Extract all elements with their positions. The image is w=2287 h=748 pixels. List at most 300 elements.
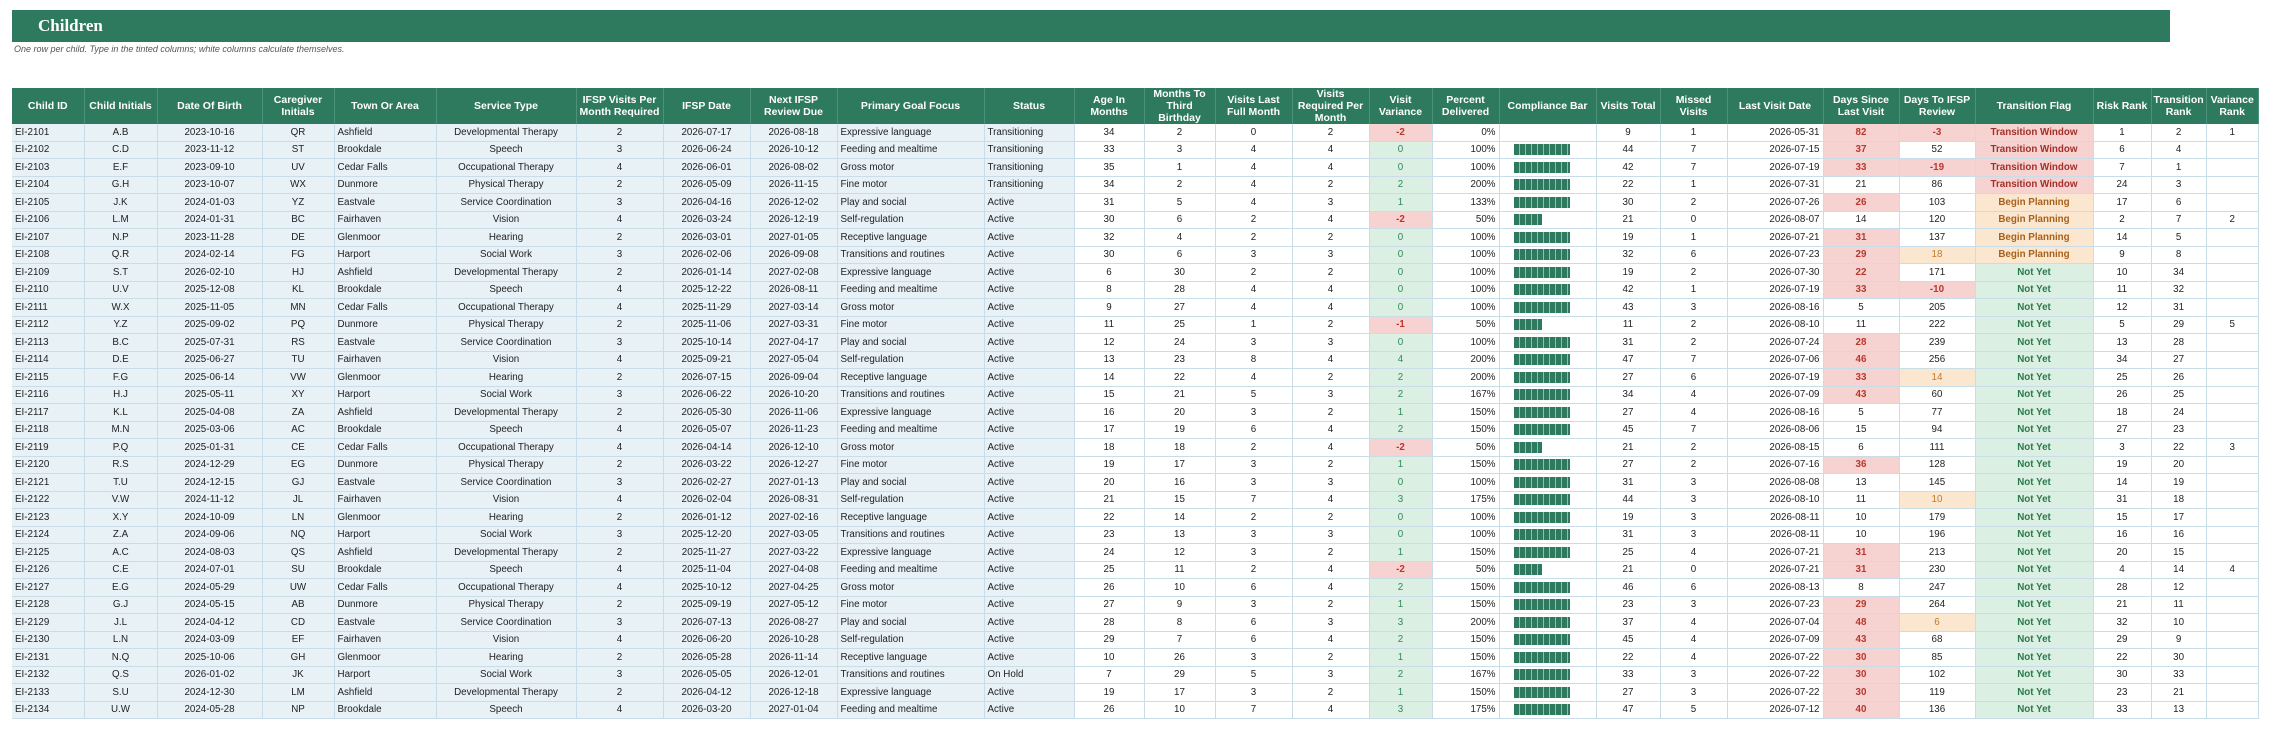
table-cell[interactable]: EI-2110: [12, 281, 84, 299]
table-cell[interactable]: 4: [1660, 544, 1727, 562]
table-cell[interactable]: Begin Planning: [1975, 211, 2093, 229]
table-cell[interactable]: 35: [1074, 159, 1144, 177]
table-cell[interactable]: Q.R: [84, 246, 157, 264]
table-cell[interactable]: 22: [1596, 649, 1660, 667]
table-cell[interactable]: [2206, 141, 2258, 159]
table-cell[interactable]: 2024-12-29: [157, 456, 262, 474]
table-cell[interactable]: Brookdale: [334, 281, 436, 299]
table-cell[interactable]: 5: [2093, 316, 2151, 334]
table-cell[interactable]: JL: [262, 491, 334, 509]
table-cell[interactable]: 7: [1660, 421, 1727, 439]
table-cell[interactable]: 13: [1823, 474, 1899, 492]
table-cell[interactable]: Active: [984, 579, 1074, 597]
table-cell[interactable]: 36: [1823, 456, 1899, 474]
table-cell[interactable]: 2: [576, 316, 663, 334]
table-cell[interactable]: 40: [1823, 701, 1899, 719]
table-cell[interactable]: 85: [1899, 649, 1975, 667]
table-cell[interactable]: Developmental Therapy: [436, 124, 576, 141]
table-cell[interactable]: 2: [1215, 264, 1292, 282]
table-cell[interactable]: 100%: [1432, 526, 1499, 544]
table-cell[interactable]: 14: [2151, 561, 2206, 579]
table-cell[interactable]: [2206, 229, 2258, 247]
table-cell[interactable]: Social Work: [436, 246, 576, 264]
table-cell[interactable]: D.E: [84, 351, 157, 369]
table-cell[interactable]: 3: [1660, 299, 1727, 317]
table-cell[interactable]: Glenmoor: [334, 509, 436, 527]
table-cell[interactable]: [1499, 211, 1596, 229]
table-cell[interactable]: M.N: [84, 421, 157, 439]
table-cell[interactable]: 256: [1899, 351, 1975, 369]
table-cell[interactable]: 6: [1660, 246, 1727, 264]
table-cell[interactable]: Hearing: [436, 509, 576, 527]
table-cell[interactable]: 21: [1596, 211, 1660, 229]
table-cell[interactable]: Active: [984, 334, 1074, 352]
table-cell[interactable]: 2026-08-16: [1727, 299, 1823, 317]
table-cell[interactable]: 19: [2151, 474, 2206, 492]
table-cell[interactable]: 2025-11-04: [663, 561, 750, 579]
table-cell[interactable]: Developmental Therapy: [436, 684, 576, 702]
table-cell[interactable]: Play and social: [837, 614, 984, 632]
table-cell[interactable]: 100%: [1432, 299, 1499, 317]
table-cell[interactable]: 8: [1074, 281, 1144, 299]
table-cell[interactable]: 2026-07-04: [1727, 614, 1823, 632]
table-cell[interactable]: EI-2107: [12, 229, 84, 247]
table-cell[interactable]: 33: [1823, 159, 1899, 177]
table-cell[interactable]: Not Yet: [1975, 299, 2093, 317]
table-cell[interactable]: 30: [1144, 264, 1215, 282]
table-cell[interactable]: 239: [1899, 334, 1975, 352]
table-cell[interactable]: 45: [1596, 421, 1660, 439]
table-cell[interactable]: S.T: [84, 264, 157, 282]
table-cell[interactable]: Brookdale: [334, 561, 436, 579]
table-cell[interactable]: [2206, 194, 2258, 212]
table-cell[interactable]: Speech: [436, 421, 576, 439]
table-cell[interactable]: [2206, 684, 2258, 702]
table-cell[interactable]: 4: [1292, 299, 1369, 317]
table-cell[interactable]: Not Yet: [1975, 561, 2093, 579]
table-cell[interactable]: [1499, 579, 1596, 597]
table-cell[interactable]: 2: [1215, 439, 1292, 457]
table-cell[interactable]: 133%: [1432, 194, 1499, 212]
table-cell[interactable]: 2025-12-20: [663, 526, 750, 544]
table-cell[interactable]: -10: [1899, 281, 1975, 299]
table-cell[interactable]: 7: [1215, 491, 1292, 509]
table-cell[interactable]: 2026-01-02: [157, 666, 262, 684]
table-cell[interactable]: 2: [1660, 334, 1727, 352]
table-cell[interactable]: 2026-07-23: [1727, 246, 1823, 264]
table-cell[interactable]: 3: [1660, 666, 1727, 684]
table-cell[interactable]: 25: [2093, 369, 2151, 387]
table-cell[interactable]: 24: [2151, 404, 2206, 422]
table-cell[interactable]: 0: [1369, 509, 1432, 527]
table-cell[interactable]: 29: [2093, 631, 2151, 649]
table-cell[interactable]: 19: [1596, 229, 1660, 247]
table-cell[interactable]: Transitions and routines: [837, 246, 984, 264]
table-cell[interactable]: 0%: [1432, 124, 1499, 141]
column-header[interactable]: Next IFSP Review Due: [750, 88, 837, 124]
table-cell[interactable]: 2025-11-29: [663, 299, 750, 317]
table-cell[interactable]: 1: [2206, 124, 2258, 141]
table-cell[interactable]: MN: [262, 299, 334, 317]
table-cell[interactable]: NP: [262, 701, 334, 719]
table-cell[interactable]: 11: [2093, 281, 2151, 299]
table-cell[interactable]: EI-2129: [12, 614, 84, 632]
table-cell[interactable]: 2026-08-16: [1727, 404, 1823, 422]
table-cell[interactable]: 20: [2151, 456, 2206, 474]
table-cell[interactable]: -2: [1369, 439, 1432, 457]
table-cell[interactable]: [1499, 701, 1596, 719]
table-cell[interactable]: Feeding and mealtime: [837, 141, 984, 159]
table-cell[interactable]: Feeding and mealtime: [837, 421, 984, 439]
table-cell[interactable]: [2206, 281, 2258, 299]
table-cell[interactable]: Eastvale: [334, 334, 436, 352]
table-cell[interactable]: 44: [1596, 141, 1660, 159]
table-cell[interactable]: Social Work: [436, 386, 576, 404]
table-cell[interactable]: EI-2120: [12, 456, 84, 474]
table-cell[interactable]: Active: [984, 614, 1074, 632]
table-cell[interactable]: 0: [1369, 299, 1432, 317]
table-cell[interactable]: 2026-07-15: [1727, 141, 1823, 159]
table-cell[interactable]: 2026-12-19: [750, 211, 837, 229]
table-cell[interactable]: 3: [576, 666, 663, 684]
table-cell[interactable]: 3: [2206, 439, 2258, 457]
table-cell[interactable]: 2: [1292, 124, 1369, 141]
table-cell[interactable]: 31: [1596, 474, 1660, 492]
table-cell[interactable]: EI-2134: [12, 701, 84, 719]
table-cell[interactable]: 31: [2151, 299, 2206, 317]
table-cell[interactable]: 2: [1292, 229, 1369, 247]
table-cell[interactable]: EI-2108: [12, 246, 84, 264]
table-cell[interactable]: [2206, 614, 2258, 632]
table-cell[interactable]: 150%: [1432, 596, 1499, 614]
table-cell[interactable]: 19: [1144, 421, 1215, 439]
table-cell[interactable]: [1499, 246, 1596, 264]
table-cell[interactable]: 1: [1369, 596, 1432, 614]
table-cell[interactable]: 2: [576, 404, 663, 422]
column-header[interactable]: Caregiver Initials: [262, 88, 334, 124]
table-cell[interactable]: [2206, 509, 2258, 527]
table-cell[interactable]: Glenmoor: [334, 649, 436, 667]
table-cell[interactable]: 2024-04-12: [157, 614, 262, 632]
table-cell[interactable]: G.H: [84, 176, 157, 194]
table-cell[interactable]: Occupational Therapy: [436, 439, 576, 457]
table-cell[interactable]: EI-2118: [12, 421, 84, 439]
table-cell[interactable]: EI-2111: [12, 299, 84, 317]
table-cell[interactable]: 2026-10-12: [750, 141, 837, 159]
table-cell[interactable]: 4: [1292, 281, 1369, 299]
table-cell[interactable]: 11: [1596, 316, 1660, 334]
table-cell[interactable]: 4: [576, 159, 663, 177]
table-cell[interactable]: 1: [1660, 176, 1727, 194]
table-cell[interactable]: EI-2109: [12, 264, 84, 282]
table-cell[interactable]: 3: [1215, 246, 1292, 264]
table-cell[interactable]: Developmental Therapy: [436, 544, 576, 562]
table-cell[interactable]: Fine motor: [837, 176, 984, 194]
table-cell[interactable]: 2: [2206, 211, 2258, 229]
table-cell[interactable]: 25: [1074, 561, 1144, 579]
table-cell[interactable]: Eastvale: [334, 474, 436, 492]
table-cell[interactable]: [1499, 509, 1596, 527]
table-cell[interactable]: Begin Planning: [1975, 229, 2093, 247]
table-cell[interactable]: Vision: [436, 351, 576, 369]
table-cell[interactable]: 5: [1215, 666, 1292, 684]
table-cell[interactable]: 0: [1369, 526, 1432, 544]
table-cell[interactable]: 222: [1899, 316, 1975, 334]
table-cell[interactable]: 1: [1660, 229, 1727, 247]
table-cell[interactable]: 20: [1074, 474, 1144, 492]
table-cell[interactable]: 21: [1823, 176, 1899, 194]
table-cell[interactable]: EI-2128: [12, 596, 84, 614]
table-cell[interactable]: 2: [1292, 509, 1369, 527]
table-cell[interactable]: 10: [2093, 264, 2151, 282]
table-cell[interactable]: EI-2124: [12, 526, 84, 544]
table-cell[interactable]: 4: [576, 211, 663, 229]
table-cell[interactable]: Vision: [436, 631, 576, 649]
table-cell[interactable]: [1499, 561, 1596, 579]
table-cell[interactable]: Service Coordination: [436, 194, 576, 212]
table-cell[interactable]: QR: [262, 124, 334, 141]
table-cell[interactable]: TU: [262, 351, 334, 369]
table-cell[interactable]: Brookdale: [334, 421, 436, 439]
table-cell[interactable]: Feeding and mealtime: [837, 701, 984, 719]
table-cell[interactable]: Physical Therapy: [436, 176, 576, 194]
table-cell[interactable]: 0: [1660, 211, 1727, 229]
table-cell[interactable]: 2025-10-14: [663, 334, 750, 352]
table-cell[interactable]: 2026-07-17: [663, 124, 750, 141]
table-cell[interactable]: [2206, 404, 2258, 422]
table-cell[interactable]: 150%: [1432, 649, 1499, 667]
column-header[interactable]: Date Of Birth: [157, 88, 262, 124]
table-cell[interactable]: 31: [1823, 229, 1899, 247]
table-cell[interactable]: [1499, 421, 1596, 439]
table-cell[interactable]: 2026-02-27: [663, 474, 750, 492]
table-cell[interactable]: 30: [1596, 194, 1660, 212]
table-cell[interactable]: CD: [262, 614, 334, 632]
table-cell[interactable]: 6: [1660, 579, 1727, 597]
table-cell[interactable]: 2025-01-31: [157, 439, 262, 457]
table-cell[interactable]: 3: [1660, 491, 1727, 509]
table-cell[interactable]: 43: [1596, 299, 1660, 317]
table-cell[interactable]: 1: [2151, 159, 2206, 177]
table-cell[interactable]: 2026-08-10: [1727, 491, 1823, 509]
table-cell[interactable]: 19: [2093, 456, 2151, 474]
table-cell[interactable]: 12: [2093, 299, 2151, 317]
table-cell[interactable]: EI-2126: [12, 561, 84, 579]
table-cell[interactable]: [1499, 316, 1596, 334]
table-cell[interactable]: [1499, 456, 1596, 474]
column-header[interactable]: Primary Goal Focus: [837, 88, 984, 124]
table-cell[interactable]: 150%: [1432, 456, 1499, 474]
table-cell[interactable]: 2: [576, 456, 663, 474]
table-cell[interactable]: 1: [1369, 404, 1432, 422]
table-cell[interactable]: Cedar Falls: [334, 579, 436, 597]
table-cell[interactable]: Not Yet: [1975, 474, 2093, 492]
table-cell[interactable]: 100%: [1432, 229, 1499, 247]
table-cell[interactable]: 3: [1292, 526, 1369, 544]
table-cell[interactable]: 26: [1823, 194, 1899, 212]
table-cell[interactable]: 14: [2093, 474, 2151, 492]
table-cell[interactable]: Active: [984, 351, 1074, 369]
table-cell[interactable]: 24: [1144, 334, 1215, 352]
table-cell[interactable]: 13: [1074, 351, 1144, 369]
table-cell[interactable]: 37: [1596, 614, 1660, 632]
table-cell[interactable]: 100%: [1432, 141, 1499, 159]
table-cell[interactable]: Play and social: [837, 194, 984, 212]
table-cell[interactable]: UW: [262, 579, 334, 597]
table-cell[interactable]: 3: [1369, 614, 1432, 632]
table-cell[interactable]: 2027-01-05: [750, 229, 837, 247]
table-cell[interactable]: Play and social: [837, 474, 984, 492]
table-cell[interactable]: [1499, 369, 1596, 387]
table-cell[interactable]: 3: [1215, 544, 1292, 562]
table-cell[interactable]: 2026-07-21: [1727, 544, 1823, 562]
table-cell[interactable]: 4: [1369, 351, 1432, 369]
table-cell[interactable]: 2: [1144, 176, 1215, 194]
table-cell[interactable]: 5: [1144, 194, 1215, 212]
table-cell[interactable]: 3: [1215, 334, 1292, 352]
table-cell[interactable]: 1: [1369, 544, 1432, 562]
table-cell[interactable]: 2026-08-11: [750, 281, 837, 299]
table-cell[interactable]: Dunmore: [334, 316, 436, 334]
table-cell[interactable]: 2024-05-15: [157, 596, 262, 614]
table-cell[interactable]: W.X: [84, 299, 157, 317]
table-cell[interactable]: 22: [1144, 369, 1215, 387]
table-cell[interactable]: 2026-04-14: [663, 439, 750, 457]
table-cell[interactable]: YZ: [262, 194, 334, 212]
table-cell[interactable]: 102: [1899, 666, 1975, 684]
table-cell[interactable]: 6: [1215, 631, 1292, 649]
table-cell[interactable]: 2: [576, 509, 663, 527]
table-cell[interactable]: 175%: [1432, 701, 1499, 719]
table-cell[interactable]: 2026-08-07: [1727, 211, 1823, 229]
table-cell[interactable]: 150%: [1432, 544, 1499, 562]
column-header[interactable]: Transition Rank: [2151, 88, 2206, 124]
table-cell[interactable]: 5: [1823, 299, 1899, 317]
table-cell[interactable]: 7: [2093, 159, 2151, 177]
table-cell[interactable]: 2026-10-28: [750, 631, 837, 649]
table-cell[interactable]: 20: [2093, 544, 2151, 562]
table-cell[interactable]: 100%: [1432, 246, 1499, 264]
table-cell[interactable]: 2026-07-13: [663, 614, 750, 632]
table-cell[interactable]: 3: [1660, 596, 1727, 614]
table-cell[interactable]: Play and social: [837, 334, 984, 352]
table-cell[interactable]: 2026-07-26: [1727, 194, 1823, 212]
table-cell[interactable]: 2025-11-06: [663, 316, 750, 334]
table-cell[interactable]: Active: [984, 701, 1074, 719]
table-cell[interactable]: 22: [2093, 649, 2151, 667]
table-cell[interactable]: 16: [1144, 474, 1215, 492]
table-cell[interactable]: Transitioning: [984, 141, 1074, 159]
table-cell[interactable]: 31: [2093, 491, 2151, 509]
table-cell[interactable]: 3: [1292, 334, 1369, 352]
table-cell[interactable]: Fairhaven: [334, 351, 436, 369]
table-cell[interactable]: EI-2115: [12, 369, 84, 387]
table-cell[interactable]: Transitions and routines: [837, 386, 984, 404]
table-cell[interactable]: 6: [1823, 439, 1899, 457]
table-cell[interactable]: [1499, 229, 1596, 247]
table-cell[interactable]: 2: [576, 684, 663, 702]
table-cell[interactable]: 2025-11-05: [157, 299, 262, 317]
table-cell[interactable]: 4: [2151, 141, 2206, 159]
table-cell[interactable]: Fine motor: [837, 596, 984, 614]
table-cell[interactable]: 196: [1899, 526, 1975, 544]
table-cell[interactable]: 2027-03-14: [750, 299, 837, 317]
table-cell[interactable]: 2026-04-12: [663, 684, 750, 702]
table-cell[interactable]: 42: [1596, 159, 1660, 177]
table-cell[interactable]: Fairhaven: [334, 491, 436, 509]
table-cell[interactable]: 2026-06-20: [663, 631, 750, 649]
table-cell[interactable]: 3: [1215, 404, 1292, 422]
table-cell[interactable]: [2206, 631, 2258, 649]
table-cell[interactable]: 2025-10-06: [157, 649, 262, 667]
table-cell[interactable]: ST: [262, 141, 334, 159]
table-cell[interactable]: -2: [1369, 124, 1432, 141]
table-cell[interactable]: Dunmore: [334, 596, 436, 614]
table-cell[interactable]: 33: [2093, 701, 2151, 719]
table-cell[interactable]: 2027-01-04: [750, 701, 837, 719]
table-cell[interactable]: 2026-03-01: [663, 229, 750, 247]
table-cell[interactable]: 100%: [1432, 264, 1499, 282]
table-cell[interactable]: Feeding and mealtime: [837, 281, 984, 299]
table-cell[interactable]: 2023-09-10: [157, 159, 262, 177]
table-cell[interactable]: Ashfield: [334, 264, 436, 282]
table-cell[interactable]: Physical Therapy: [436, 456, 576, 474]
table-cell[interactable]: 3: [1215, 649, 1292, 667]
table-cell[interactable]: 28: [1144, 281, 1215, 299]
table-cell[interactable]: Not Yet: [1975, 264, 2093, 282]
table-cell[interactable]: 2: [2151, 124, 2206, 141]
table-cell[interactable]: Speech: [436, 701, 576, 719]
table-cell[interactable]: On Hold: [984, 666, 1074, 684]
table-cell[interactable]: Hearing: [436, 229, 576, 247]
table-cell[interactable]: Hearing: [436, 369, 576, 387]
table-cell[interactable]: 4: [1215, 176, 1292, 194]
table-cell[interactable]: [2206, 176, 2258, 194]
table-cell[interactable]: [1499, 124, 1596, 141]
table-cell[interactable]: 4: [1292, 491, 1369, 509]
table-cell[interactable]: 2026-01-14: [663, 264, 750, 282]
table-cell[interactable]: Z.A: [84, 526, 157, 544]
table-cell[interactable]: 4: [1215, 159, 1292, 177]
column-header[interactable]: Missed Visits: [1660, 88, 1727, 124]
table-cell[interactable]: WX: [262, 176, 334, 194]
table-cell[interactable]: 230: [1899, 561, 1975, 579]
table-cell[interactable]: 2025-03-06: [157, 421, 262, 439]
table-cell[interactable]: 2026-11-23: [750, 421, 837, 439]
table-cell[interactable]: 6: [1144, 246, 1215, 264]
table-cell[interactable]: AB: [262, 596, 334, 614]
table-cell[interactable]: 46: [1596, 579, 1660, 597]
table-cell[interactable]: 29: [1823, 596, 1899, 614]
table-cell[interactable]: 0: [1369, 159, 1432, 177]
table-cell[interactable]: Ashfield: [334, 404, 436, 422]
table-cell[interactable]: Active: [984, 544, 1074, 562]
column-header[interactable]: Compliance Bar: [1499, 88, 1596, 124]
table-cell[interactable]: 0: [1369, 229, 1432, 247]
table-cell[interactable]: Active: [984, 404, 1074, 422]
table-cell[interactable]: 3: [1660, 509, 1727, 527]
table-cell[interactable]: 200%: [1432, 176, 1499, 194]
table-cell[interactable]: 1: [1369, 684, 1432, 702]
table-cell[interactable]: 1: [1215, 316, 1292, 334]
table-cell[interactable]: 37: [1823, 141, 1899, 159]
table-cell[interactable]: 3: [576, 386, 663, 404]
table-cell[interactable]: Active: [984, 299, 1074, 317]
table-cell[interactable]: X.Y: [84, 509, 157, 527]
table-cell[interactable]: Expressive language: [837, 264, 984, 282]
table-cell[interactable]: 32: [1074, 229, 1144, 247]
table-cell[interactable]: 3: [1660, 474, 1727, 492]
